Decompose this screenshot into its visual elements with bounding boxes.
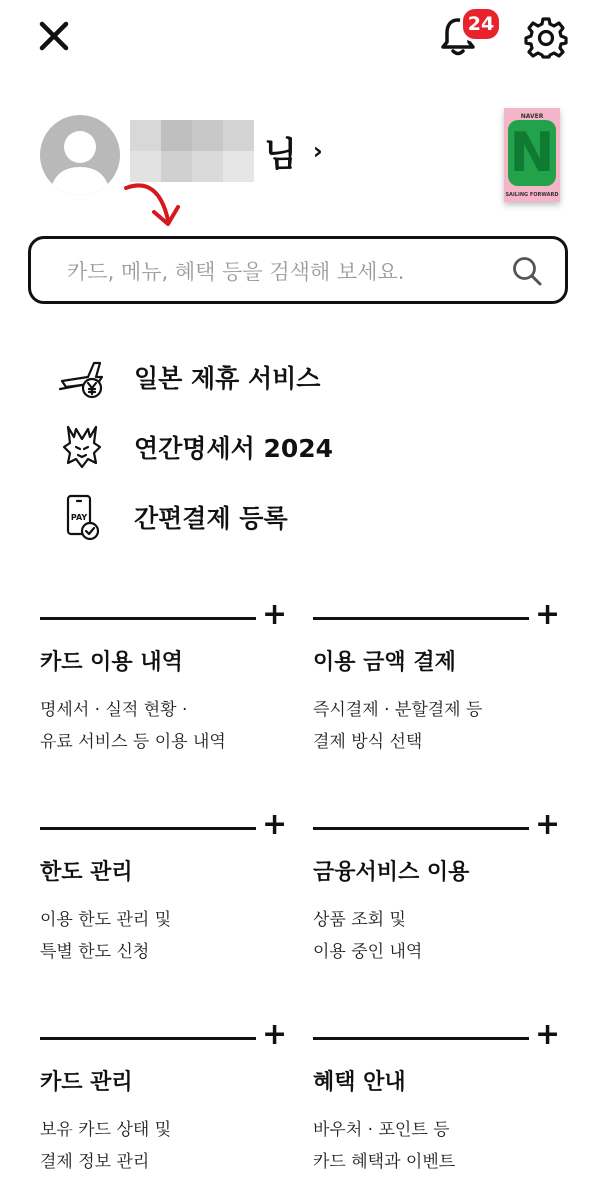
curved-arrow-icon	[118, 176, 198, 238]
promo-caption: SAILING FORWARD	[505, 192, 559, 198]
menu-title: 카드 관리	[40, 1070, 133, 1095]
menu-description: 즉시결제 · 분할결제 등	[313, 700, 483, 720]
menu-description: 명세서 · 실적 현황 ·	[40, 700, 188, 720]
plus-icon: +	[535, 807, 561, 842]
gear-icon	[524, 16, 568, 60]
promo-letter: N	[509, 121, 555, 184]
menu-description: 보유 카드 상태 및	[40, 1120, 172, 1140]
menu-description: 결제 정보 관리	[40, 1152, 150, 1172]
search-bar	[28, 236, 568, 304]
profile-name-link[interactable]	[130, 120, 323, 182]
quick-link-easy-pay[interactable]	[56, 493, 516, 541]
menu-benefits[interactable]	[313, 1017, 561, 1178]
user-silhouette-icon	[40, 115, 120, 195]
menu-financial-services[interactable]	[313, 807, 561, 968]
search-input[interactable]	[65, 251, 509, 293]
dragon-icon	[60, 423, 104, 471]
name-suffix: 님	[264, 134, 297, 175]
menu-payment[interactable]	[313, 597, 561, 758]
svg-text:PAY: PAY	[70, 513, 88, 522]
pay-check-icon	[62, 493, 102, 541]
notification-badge: 24	[460, 6, 502, 42]
menu-description: 특별 한도 신청	[40, 942, 150, 962]
menu-title: 카드 이용 내역	[40, 650, 183, 675]
plus-icon: +	[262, 1017, 288, 1052]
menu-limit-management[interactable]	[40, 807, 288, 968]
menu-description: 결제 방식 선택	[313, 732, 423, 752]
menu-card-management[interactable]	[40, 1017, 288, 1178]
close-icon	[34, 16, 74, 56]
yen-plane-icon	[58, 355, 106, 399]
quick-link-annual-statement[interactable]	[56, 423, 516, 471]
menu-description: 상품 조회 및	[313, 910, 406, 930]
chevron-right-icon: ›	[312, 137, 323, 165]
notifications-button[interactable]	[436, 13, 495, 58]
menu-title: 한도 관리	[40, 860, 133, 885]
quick-link-label: 연간명세서 2024	[134, 434, 334, 463]
menu-title: 혜택 안내	[313, 1070, 406, 1095]
menu-description: 이용 한도 관리 및	[40, 910, 172, 930]
menu-title: 금융서비스 이용	[313, 860, 470, 885]
plus-icon: +	[262, 597, 288, 632]
quick-link-japan-service[interactable]	[56, 353, 516, 401]
plus-icon: +	[535, 1017, 561, 1052]
settings-button[interactable]	[524, 16, 568, 60]
quick-link-label: 간편결제 등록	[134, 504, 288, 533]
menu-description: 카드 혜택과 이벤트	[313, 1152, 456, 1172]
promo-brand: NAVER	[520, 113, 544, 120]
plus-icon: +	[262, 807, 288, 842]
promo-card-thumbnail[interactable]	[504, 108, 560, 202]
menu-description: 유료 서비스 등 이용 내역	[40, 732, 226, 752]
masked-username	[130, 120, 254, 182]
quick-link-label: 일본 제휴 서비스	[134, 364, 321, 393]
menu-description: 바우처 · 포인트 등	[313, 1120, 450, 1140]
menu-title: 이용 금액 결제	[313, 650, 456, 675]
menu-card-usage-history[interactable]	[40, 597, 288, 758]
plus-icon: +	[535, 597, 561, 632]
menu-description: 이용 중인 내역	[313, 942, 423, 962]
avatar[interactable]	[40, 115, 120, 195]
search-icon[interactable]	[511, 255, 543, 287]
close-button[interactable]	[34, 16, 74, 56]
